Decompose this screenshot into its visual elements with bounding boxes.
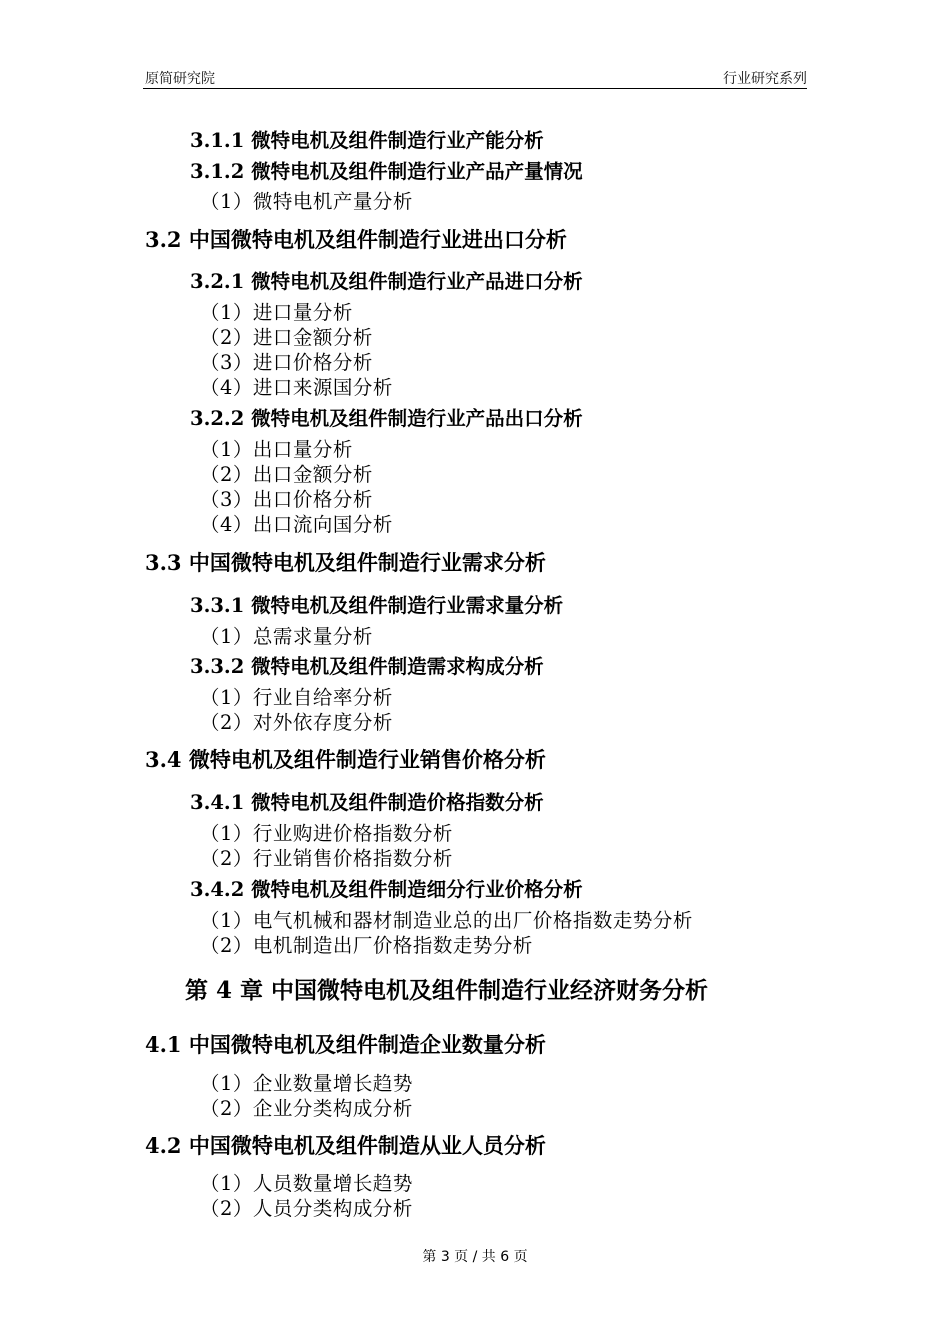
toc-item: （1）企业数量增长趋势: [200, 1072, 413, 1095]
toc-item: （4）出口流向国分析: [200, 513, 393, 536]
toc-subsection: 3.3.1 微特电机及组件制造行业需求量分析: [190, 594, 564, 617]
toc-subsection: 3.1.1 微特电机及组件制造行业产能分析: [190, 129, 544, 152]
toc-item: （1）进口量分析: [200, 301, 353, 324]
toc-section: 3.4 微特电机及组件制造行业销售价格分析: [145, 747, 546, 772]
toc-subsection: 3.2.2 微特电机及组件制造行业产品出口分析: [190, 407, 583, 430]
toc-chapter: 第 4 章 中国微特电机及组件制造行业经济财务分析: [185, 977, 709, 1004]
toc-subsection: 3.3.2 微特电机及组件制造需求构成分析: [190, 655, 544, 678]
toc-item: （1）行业购进价格指数分析: [200, 822, 453, 845]
toc-section: 4.2 中国微特电机及组件制造从业人员分析: [145, 1133, 546, 1158]
toc-item: （3）进口价格分析: [200, 351, 373, 374]
toc-item: （2）人员分类构成分析: [200, 1197, 413, 1220]
toc-section: 3.2 中国微特电机及组件制造行业进出口分析: [145, 227, 567, 252]
header-right-series: 行业研究系列: [723, 71, 807, 87]
toc-section: 3.3 中国微特电机及组件制造行业需求分析: [145, 550, 546, 575]
toc-item: （2）出口金额分析: [200, 463, 373, 486]
toc-item: （2）行业销售价格指数分析: [200, 847, 453, 870]
toc-item: （2）对外依存度分析: [200, 711, 393, 734]
header-left-org: 原简研究院: [145, 71, 215, 87]
toc-item: （1）行业自给率分析: [200, 686, 393, 709]
toc-item: （3）出口价格分析: [200, 488, 373, 511]
toc-item: （1）微特电机产量分析: [200, 190, 413, 213]
header-rule: [143, 88, 807, 89]
toc-subsection: 3.4.1 微特电机及组件制造价格指数分析: [190, 791, 544, 814]
toc-item: （1）人员数量增长趋势: [200, 1172, 413, 1195]
toc-item: （4）进口来源国分析: [200, 376, 393, 399]
page-number: 第 3 页 / 共 6 页: [422, 1249, 528, 1265]
toc-item: （1）电气机械和器材制造业总的出厂价格指数走势分析: [200, 909, 693, 932]
toc-item: （2）企业分类构成分析: [200, 1097, 413, 1120]
toc-subsection: 3.2.1 微特电机及组件制造行业产品进口分析: [190, 270, 583, 293]
toc-item: （2）进口金额分析: [200, 326, 373, 349]
toc-subsection: 3.4.2 微特电机及组件制造细分行业价格分析: [190, 878, 583, 901]
toc-subsection: 3.1.2 微特电机及组件制造行业产品产量情况: [190, 160, 583, 183]
toc-item: （1）总需求量分析: [200, 625, 373, 648]
toc-item: （1）出口量分析: [200, 438, 353, 461]
toc-item: （2）电机制造出厂价格指数走势分析: [200, 934, 533, 957]
toc-section: 4.1 中国微特电机及组件制造企业数量分析: [145, 1032, 546, 1057]
